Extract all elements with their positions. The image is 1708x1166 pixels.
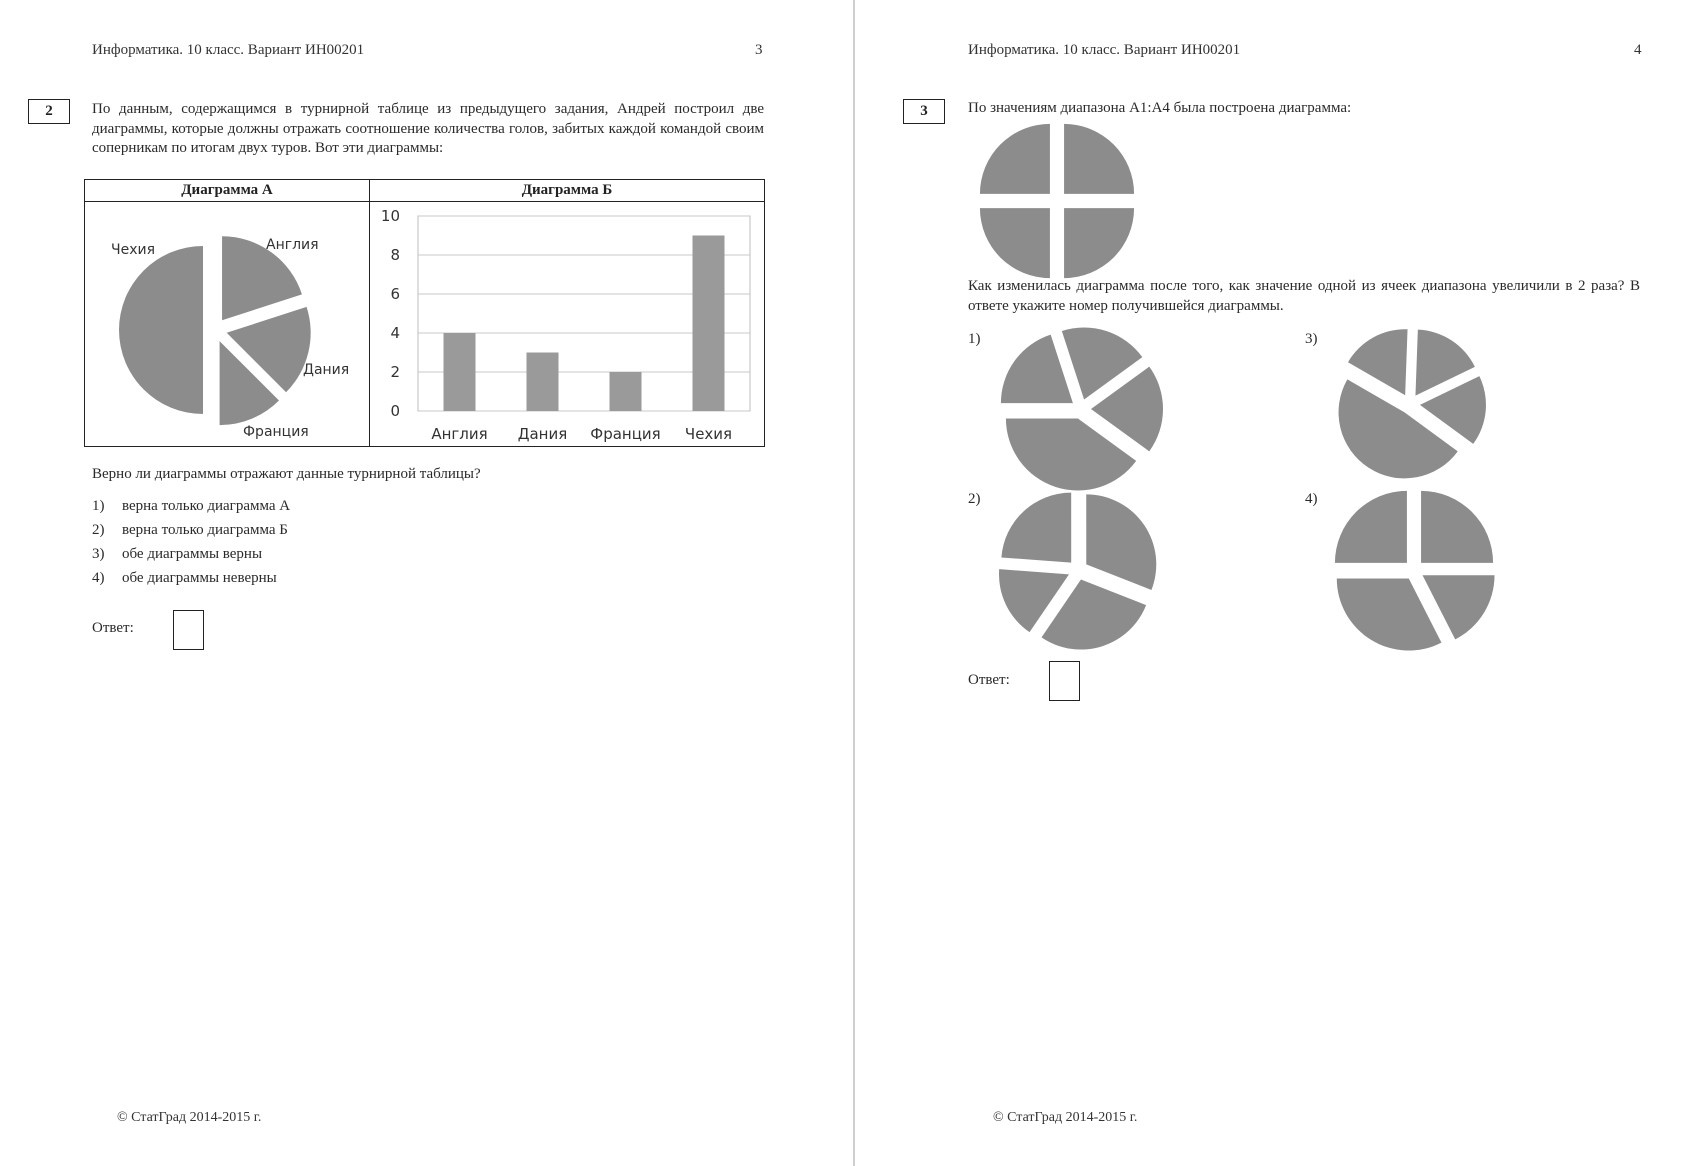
pie-label-frantsiya: Франция [243,424,309,440]
option-1-slice-1 [1001,335,1073,403]
option-text: верна только диаграмма Б [122,522,288,538]
option-number: 3) [92,546,105,562]
page-divider [853,0,855,1166]
option-4-pie-chart[interactable] [1332,486,1502,656]
diagram-a-pie-chart [85,202,369,446]
option-2-slice-4 [1001,493,1071,563]
question-intro: По значениям диапазона A1:A4 была построена диаграмма: [968,100,1352,116]
page-number: 4 [1634,42,1642,58]
option-number: 2) [92,522,105,538]
x-tick-label: Чехия [684,425,733,443]
option-text: обе диаграммы верны [122,546,263,562]
original-slice-3 [980,208,1050,278]
page-header: Информатика. 10 класс. Вариант ИН00201 [92,42,365,58]
bar-2 [527,353,559,412]
option-label-3: 3) [1305,331,1318,347]
charts-table [84,179,765,447]
option-label-1: 1) [968,331,981,347]
y-tick-label: 4 [390,324,400,342]
option-1-pie-chart[interactable] [996,322,1166,492]
page-footer: © СтатГрад 2014-2015 г. [117,1110,262,1125]
bar-1 [444,333,476,411]
right-page [856,0,1708,1166]
answer-input[interactable] [173,610,204,650]
option-label-4: 4) [1305,491,1318,507]
option-text: верна только диаграмма А [122,498,291,514]
y-tick-label: 2 [390,363,400,381]
option-1-slice-4 [1006,419,1136,491]
option-4-slice-1 [1335,491,1407,563]
option-2-slice-1 [1086,494,1156,590]
y-tick-label: 10 [380,207,400,225]
diagram-a-slice-4 [119,246,203,414]
question-text: По данным, содержащимся в турнирной таблице из предыдущего задания, Андрей построил две диаграммы, которые должны отражать соотношение количества голов, забитых каждой командой своим соперникам по итогам двух туров. Вот эти диаграммы: [92,101,764,156]
page-number: 3 [755,42,763,58]
original-pie-chart [977,121,1137,281]
y-tick-label: 6 [390,285,400,303]
answer-label: Ответ: [92,620,134,636]
original-slice-2 [1064,208,1134,278]
question-prompt: Верно ли диаграммы отражают данные турнирной таблицы? [92,466,481,482]
pie-label-daniya: Дания [303,362,350,378]
option-4-slice-2 [1421,491,1493,563]
option-text: обе диаграммы неверны [122,570,277,586]
option-3[interactable] [92,546,262,563]
diagram-b-header: Диаграмма Б [370,180,764,202]
x-tick-label: Англия [431,425,488,443]
pie-label-chekhiya: Чехия [111,242,156,258]
question-number: 2 [28,99,70,124]
question-prompt: Как изменилась диаграмма после того, как значение одной из ячеек диапазона увеличили в 2 раза? В ответе укажите номер получившейся диаграммы. [968,278,1640,314]
answer-label: Ответ: [968,672,1010,688]
option-4-slice-4 [1337,579,1442,651]
original-slice-4 [980,124,1050,194]
question-number: 3 [903,99,945,124]
option-3-slice-4 [1339,379,1458,478]
option-3-pie-chart[interactable] [1328,322,1498,492]
option-label-2: 2) [968,491,981,507]
option-4[interactable] [92,570,277,587]
diagram-a-header: Диаграмма А [85,180,369,202]
y-tick-label: 8 [390,246,400,264]
option-2[interactable] [92,522,288,539]
option-number: 1) [92,498,105,514]
page-footer: © СтатГрад 2014-2015 г. [993,1110,1138,1125]
option-1[interactable] [92,498,290,515]
y-tick-label: 0 [390,402,400,420]
x-tick-label: Дания [517,425,568,443]
option-2-pie-chart[interactable] [996,486,1166,656]
pie-label-angliya: Англия [266,237,319,253]
left-page [0,0,852,1166]
page-header: Информатика. 10 класс. Вариант ИН00201 [968,42,1241,58]
bar-3 [610,372,642,411]
x-tick-label: Франция [590,425,661,443]
bar-4 [693,236,725,412]
diagram-b-bar-chart [370,202,764,446]
answer-input[interactable] [1049,661,1080,701]
original-slice-1 [1064,124,1134,194]
option-number: 4) [92,570,105,586]
